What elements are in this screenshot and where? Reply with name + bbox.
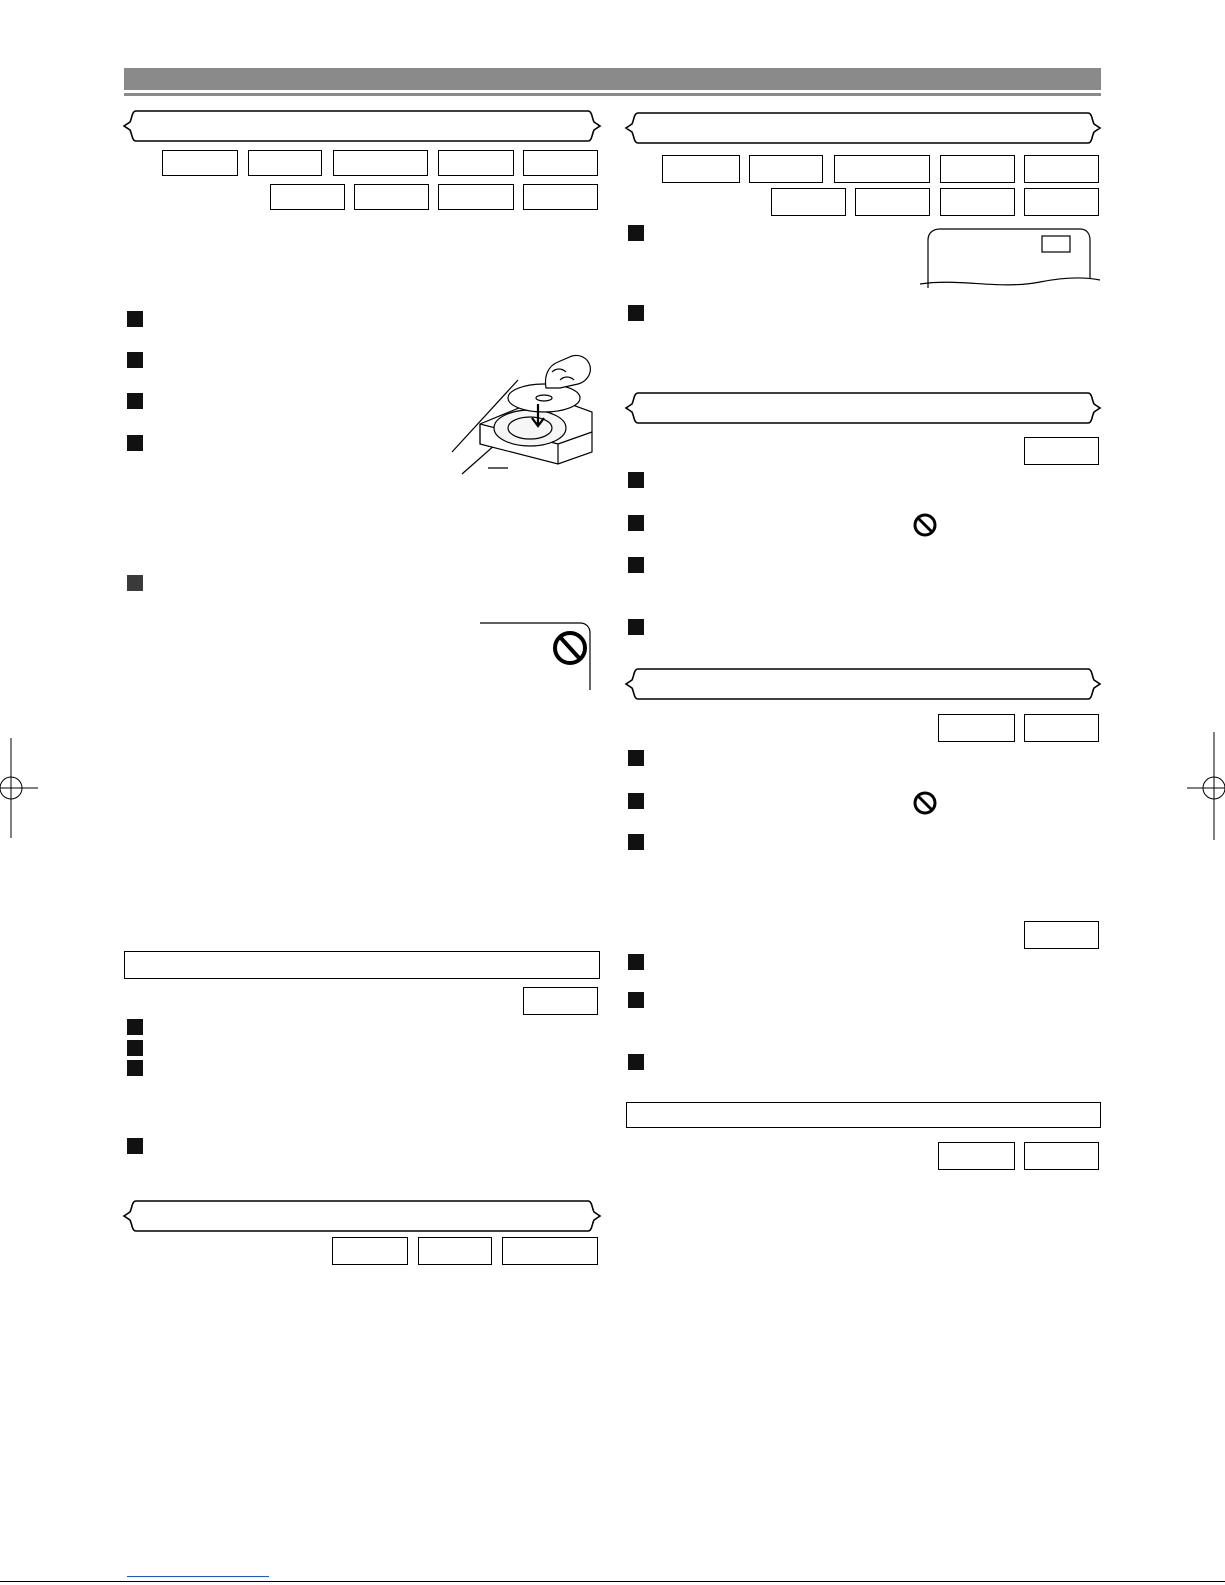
- step-icon: [628, 225, 644, 241]
- disc-type-badge: [248, 150, 322, 176]
- subsection-header-right: [626, 1102, 1101, 1128]
- disc-type-badge: [332, 1237, 408, 1265]
- step-icon: [628, 557, 644, 573]
- step-icon: [127, 435, 143, 451]
- step-icon: [628, 992, 644, 1008]
- disc-type-badge: [940, 188, 1015, 216]
- section-banner-right-2: [626, 392, 1100, 424]
- disc-type-badge: [749, 155, 823, 183]
- prohibit-display-panel: [480, 622, 595, 692]
- step-icon: [127, 1138, 143, 1154]
- step-icon: [628, 793, 644, 809]
- disc-type-badge: [662, 155, 740, 183]
- step-icon: [127, 352, 143, 368]
- disc-tray-illustration: [448, 352, 603, 478]
- prohibited-circle-icon: [912, 790, 938, 816]
- disc-type-badge: [333, 150, 428, 176]
- page-header-rule: [124, 93, 1101, 96]
- on-screen-display-illustration: [920, 228, 1100, 290]
- disc-type-badge: [270, 184, 345, 210]
- section-banner-left-1: [124, 110, 600, 142]
- disc-type-badge: [834, 155, 930, 183]
- step-icon: [127, 575, 143, 591]
- disc-type-badge: [855, 188, 930, 216]
- disc-type-badge: [523, 150, 598, 176]
- page-header-bar: [124, 68, 1101, 90]
- disc-type-badge: [523, 987, 598, 1015]
- registration-mark-icon: [0, 738, 40, 838]
- disc-type-badge: [354, 184, 429, 210]
- step-icon: [127, 1060, 143, 1076]
- section-banner-right-1: [626, 112, 1100, 144]
- disc-type-badge: [771, 188, 846, 216]
- section-banner-right-3: [626, 668, 1100, 700]
- section-banner-left-bottom: [124, 1200, 600, 1232]
- step-icon: [628, 834, 644, 850]
- disc-type-badge: [162, 150, 238, 176]
- page-bottom-rule: [0, 1581, 1225, 1582]
- prohibited-circle-icon: [912, 512, 938, 538]
- bottom-link-underline: [127, 1576, 269, 1577]
- disc-type-badge: [1024, 437, 1099, 465]
- step-icon: [127, 1040, 143, 1056]
- disc-type-badge: [938, 714, 1015, 742]
- step-icon: [127, 311, 143, 327]
- step-icon: [628, 515, 644, 531]
- disc-type-badge: [438, 150, 514, 176]
- registration-mark-icon: [1185, 732, 1225, 840]
- disc-type-badge: [1024, 1142, 1099, 1170]
- subsection-header-left: [124, 951, 600, 979]
- step-icon: [628, 750, 644, 766]
- step-icon: [628, 305, 644, 321]
- step-icon: [628, 954, 644, 970]
- disc-type-badge: [938, 1142, 1015, 1170]
- disc-type-badge: [418, 1237, 492, 1265]
- disc-type-badge: [1024, 921, 1099, 949]
- step-icon: [628, 619, 644, 635]
- disc-type-badge: [1024, 155, 1099, 183]
- disc-type-badge: [523, 184, 598, 210]
- step-icon: [127, 393, 143, 409]
- disc-type-badge: [438, 184, 514, 210]
- disc-type-badge: [502, 1237, 598, 1265]
- disc-type-badge: [940, 155, 1015, 183]
- disc-type-badge: [1024, 714, 1099, 742]
- disc-type-badge: [1024, 188, 1099, 216]
- step-icon: [628, 472, 644, 488]
- step-icon: [127, 1019, 143, 1035]
- step-icon: [628, 1054, 644, 1070]
